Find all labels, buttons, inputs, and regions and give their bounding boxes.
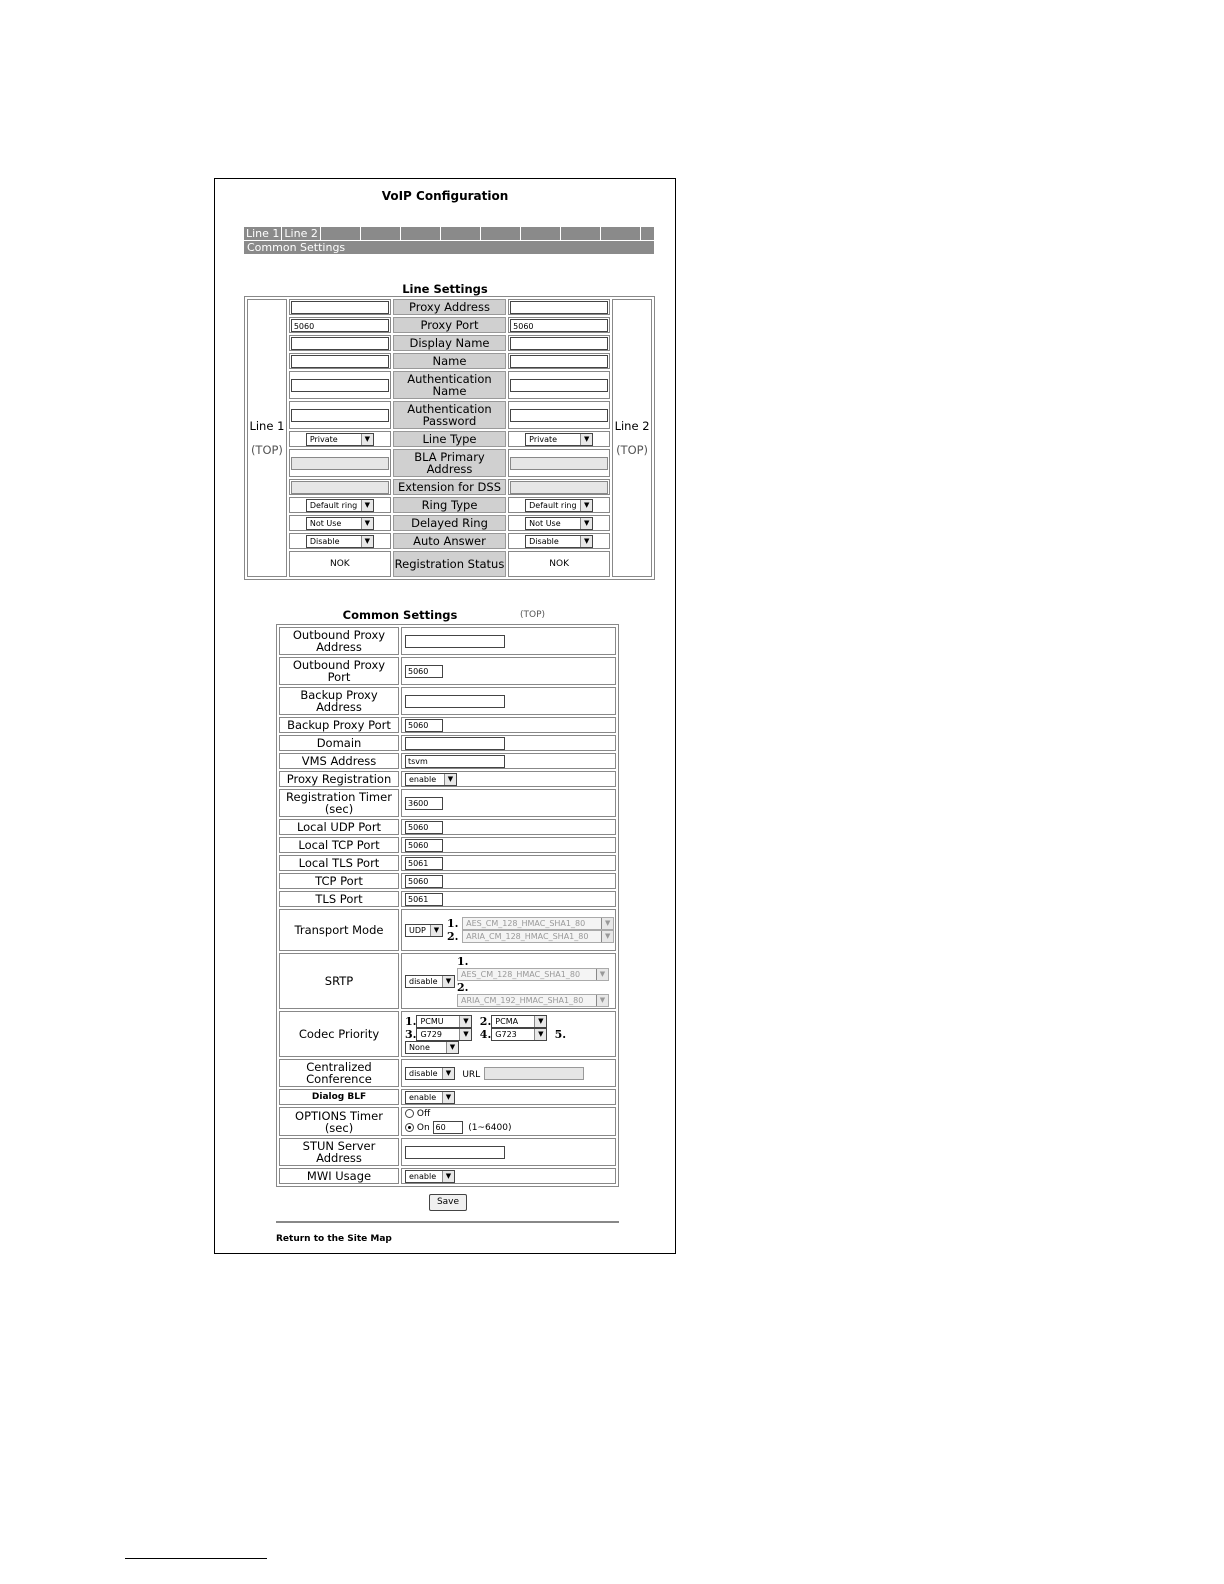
chevron-down-icon: ▼	[442, 1068, 454, 1079]
outbound-proxy-address-input[interactable]	[405, 635, 505, 648]
line-1-value-cell	[289, 449, 391, 477]
line-1-text-input[interactable]	[291, 409, 389, 422]
line-1-value-cell	[289, 371, 391, 399]
label: Backup Proxy Address	[279, 687, 399, 715]
line-1-value-cell	[289, 317, 391, 333]
line-2-text-input[interactable]	[510, 379, 608, 392]
centralized-conference-select[interactable]: disable ▼	[405, 1067, 455, 1080]
row-domain	[279, 735, 616, 751]
line-2-select[interactable]: Not Use ▼	[525, 517, 593, 530]
line-setting-row	[247, 449, 652, 477]
tab-empty	[601, 227, 641, 240]
option-number: 2.	[447, 930, 459, 943]
chevron-down-icon: ▼	[601, 931, 613, 942]
divider	[276, 1221, 619, 1223]
row-codec-priority	[279, 1011, 616, 1057]
row-local-udp-port	[279, 819, 616, 835]
line-2-value-cell	[508, 353, 610, 369]
line-1-value-cell	[289, 515, 391, 531]
line-2-text-input[interactable]: 5060	[510, 319, 608, 332]
line-setting-row	[247, 335, 652, 351]
line-2-value-cell	[508, 317, 610, 333]
label: TLS Port	[279, 891, 399, 907]
chevron-down-icon: ▼	[580, 518, 592, 529]
line-setting-row	[247, 515, 652, 531]
label: VMS Address	[279, 753, 399, 769]
label: Proxy Registration	[279, 771, 399, 787]
line-1-text-input[interactable]	[291, 355, 389, 368]
label: STUN Server Address	[279, 1138, 399, 1166]
chevron-down-icon: ▼	[596, 969, 608, 980]
line-2-disabled-input	[510, 457, 608, 470]
row-tcp-port	[279, 873, 616, 889]
tab-empty	[521, 227, 561, 240]
chevron-down-icon: ▼	[361, 518, 373, 529]
row-options-timer	[279, 1107, 616, 1136]
row-local-tls-port	[279, 855, 616, 871]
line-2-value-cell	[508, 431, 610, 447]
label: Centralized Conference	[279, 1059, 399, 1087]
line-2-value-cell	[508, 335, 610, 351]
row-local-tcp-port	[279, 837, 616, 853]
conference-url-input	[484, 1067, 584, 1080]
range-hint: (1~6400)	[468, 1123, 512, 1133]
chevron-down-icon: ▼	[580, 500, 592, 511]
line-setting-label: Proxy Address	[393, 299, 506, 315]
row-registration-timer	[279, 789, 616, 817]
chevron-down-icon: ▼	[442, 1171, 454, 1182]
line-setting-label: BLA Primary Address	[393, 449, 506, 477]
voip-config-panel	[214, 178, 676, 1254]
tab-empty	[481, 227, 521, 240]
chevron-down-icon: ▼	[430, 925, 442, 936]
line-setting-row	[247, 497, 652, 513]
label: Registration Timer (sec)	[279, 789, 399, 817]
line-2-select[interactable]: Disable ▼	[525, 535, 593, 548]
chevron-down-icon: ▼	[601, 918, 613, 929]
line-1-label: Line 1	[249, 419, 285, 433]
tab-empty	[441, 227, 481, 240]
label: Outbound Proxy Port	[279, 657, 399, 685]
line-setting-row	[247, 431, 652, 447]
line-setting-label: Proxy Port	[393, 317, 506, 333]
vms-address-input[interactable]: tsvm	[405, 755, 505, 768]
line-1-text-input[interactable]: 5060	[291, 319, 389, 332]
codec-number: 5.	[554, 1027, 567, 1041]
line-setting-row	[247, 299, 652, 315]
line-setting-label: Name	[393, 353, 506, 369]
label: Backup Proxy Port	[279, 717, 399, 733]
line-setting-label: Ring Type	[393, 497, 506, 513]
common-settings-table	[276, 624, 619, 1187]
line-2-value-cell	[508, 497, 610, 513]
chevron-down-icon: ▼	[442, 976, 454, 987]
line-1-value-cell	[289, 497, 391, 513]
options-timer-on-radio[interactable]	[405, 1123, 414, 1132]
registration-timer-input[interactable]: 3600	[405, 797, 443, 810]
tab-line-2[interactable]: Line 2	[282, 227, 320, 240]
codec-number: 1.	[405, 1014, 417, 1028]
tab-empty	[561, 227, 601, 240]
row-vms-address	[279, 753, 616, 769]
line-setting-row	[247, 371, 652, 399]
local-tls-port-input[interactable]: 5061	[405, 857, 443, 870]
row-backup-proxy-port	[279, 717, 616, 733]
line-1-value-cell	[289, 335, 391, 351]
line-settings-title: Line Settings	[402, 282, 488, 296]
line-1-header	[247, 299, 287, 577]
line-2-value-cell	[508, 401, 610, 429]
transport-mode-select[interactable]: UDP ▼	[405, 924, 443, 937]
mwi-usage-select[interactable]: enable ▼	[405, 1170, 455, 1183]
transport-cipher-2-select: ARIA_CM_128_HMAC_SHA1_80 ▼	[462, 930, 614, 943]
page-title: VoIP Configuration	[381, 189, 509, 203]
line-1-value-cell	[289, 533, 391, 549]
label: Outbound Proxy Address	[279, 627, 399, 655]
label: OPTIONS Timer (sec)	[279, 1107, 399, 1136]
line-tab-bar	[244, 227, 654, 240]
chevron-down-icon: ▼	[580, 536, 592, 547]
line-1-value-cell	[289, 401, 391, 429]
label: Local TLS Port	[279, 855, 399, 871]
line-setting-row	[247, 479, 652, 495]
line-setting-row	[247, 533, 652, 549]
chevron-down-icon: ▼	[442, 1092, 454, 1103]
line-1-select[interactable]: Not Use ▼	[306, 517, 374, 530]
row-srtp	[279, 953, 616, 1009]
url-label: URL	[462, 1070, 481, 1080]
local-udp-port-input[interactable]: 5060	[405, 821, 443, 834]
row-outbound-proxy-port	[279, 657, 616, 685]
line-1-value-cell	[289, 299, 391, 315]
label: SRTP	[279, 953, 399, 1009]
codec-5-select[interactable]: None ▼	[405, 1041, 459, 1054]
chevron-down-icon: ▼	[459, 1029, 471, 1040]
line-1-text-input[interactable]	[291, 301, 389, 314]
option-number: 2.	[457, 981, 469, 994]
line-1-value-cell	[289, 479, 391, 495]
label: Dialog BLF	[279, 1089, 399, 1105]
common-top-link[interactable]: (TOP)	[520, 610, 546, 620]
line-setting-row	[247, 317, 652, 333]
option-number: 1.	[447, 917, 459, 930]
line-2-disabled-input	[510, 481, 608, 494]
off-label: Off	[416, 1109, 431, 1119]
srtp-select[interactable]: disable ▼	[405, 975, 455, 988]
line-setting-label: Auto Answer	[393, 533, 506, 549]
common-settings-title: Common Settings	[342, 608, 458, 622]
line-setting-label: Line Type	[393, 431, 506, 447]
tab-common-settings[interactable]: Common Settings	[244, 241, 654, 254]
chevron-down-icon: ▼	[580, 434, 592, 445]
chevron-down-icon: ▼	[444, 774, 456, 785]
tls-port-input[interactable]: 5061	[405, 893, 443, 906]
dialog-blf-select[interactable]: enable ▼	[405, 1091, 455, 1104]
codec-3-select[interactable]: G729 ▼	[416, 1028, 472, 1041]
line-1-disabled-input	[291, 481, 389, 494]
line-setting-label: Delayed Ring	[393, 515, 506, 531]
line-setting-row	[247, 401, 652, 429]
line-1-top-link[interactable]: (TOP)	[250, 443, 283, 457]
line-1-select[interactable]: Disable ▼	[306, 535, 374, 548]
line-1-disabled-input	[291, 457, 389, 470]
line-1-registration-status: NOK	[329, 559, 350, 569]
codec-4-select[interactable]: G723 ▼	[491, 1028, 547, 1041]
line-1-value-cell	[289, 551, 391, 577]
tab-empty	[401, 227, 441, 240]
row-outbound-proxy-address	[279, 627, 616, 655]
label: TCP Port	[279, 873, 399, 889]
line-1-text-input[interactable]	[291, 379, 389, 392]
label: MWI Usage	[279, 1168, 399, 1184]
domain-input[interactable]	[405, 737, 505, 750]
return-site-map-link[interactable]: Return to the Site Map	[276, 1234, 392, 1244]
line-2-value-cell	[508, 533, 610, 549]
line-2-text-input[interactable]	[510, 409, 608, 422]
row-tls-port	[279, 891, 616, 907]
row-centralized-conference	[279, 1059, 616, 1087]
stun-server-address-input[interactable]	[405, 1146, 505, 1159]
line-setting-label: Registration Status	[393, 551, 506, 577]
line-2-value-cell	[508, 299, 610, 315]
chevron-down-icon: ▼	[459, 1016, 471, 1027]
line-setting-row	[247, 551, 652, 577]
line-setting-label: Extension for DSS	[393, 479, 506, 495]
line-1-select[interactable]: Default ring ▼	[306, 499, 374, 512]
line-2-registration-status: NOK	[549, 559, 569, 569]
srtp-cipher-2-select: ARIA_CM_192_HMAC_SHA1_80 ▼	[457, 994, 609, 1007]
line-setting-label: Display Name	[393, 335, 506, 351]
options-timer-off-radio[interactable]	[405, 1109, 414, 1118]
line-setting-row	[247, 353, 652, 369]
line-1-text-input[interactable]	[291, 337, 389, 350]
line-2-select[interactable]: Private ▼	[525, 433, 593, 446]
line-2-label: Line 2	[614, 419, 650, 433]
chevron-down-icon: ▼	[596, 995, 608, 1006]
tcp-port-input[interactable]: 5060	[405, 875, 443, 888]
line-1-select[interactable]: Private ▼	[306, 433, 374, 446]
proxy-registration-select[interactable]: enable ▼	[405, 773, 457, 786]
chevron-down-icon: ▼	[534, 1029, 546, 1040]
line-2-select[interactable]: Default ring ▼	[525, 499, 593, 512]
label: Domain	[279, 735, 399, 751]
chevron-down-icon: ▼	[361, 434, 373, 445]
on-label: On	[416, 1123, 430, 1133]
tab-empty	[321, 227, 361, 240]
chevron-down-icon: ▼	[361, 536, 373, 547]
codec-2-select[interactable]: PCMA ▼	[491, 1015, 547, 1028]
row-stun-server-address	[279, 1138, 616, 1166]
codec-1-select[interactable]: PCMU ▼	[416, 1015, 472, 1028]
transport-cipher-1-select: AES_CM_128_HMAC_SHA1_80 ▼	[462, 917, 614, 930]
line-2-text-input[interactable]	[510, 355, 608, 368]
options-timer-input[interactable]: 60	[433, 1121, 463, 1134]
line-settings-table	[244, 296, 655, 580]
line-2-value-cell	[508, 551, 610, 577]
backup-proxy-port-input[interactable]: 5060	[405, 719, 443, 732]
srtp-cipher-1-select: AES_CM_128_HMAC_SHA1_80 ▼	[457, 968, 609, 981]
row-proxy-registration	[279, 771, 616, 787]
line-2-value-cell	[508, 515, 610, 531]
row-dialog-blf	[279, 1089, 616, 1105]
tab-line-1[interactable]: Line 1	[244, 227, 282, 240]
chevron-down-icon: ▼	[361, 500, 373, 511]
line-2-text-input[interactable]	[510, 301, 608, 314]
line-2-header	[612, 299, 652, 577]
label: Codec Priority	[279, 1011, 399, 1057]
line-setting-label: Authentication Password	[393, 401, 506, 429]
line-2-value-cell	[508, 371, 610, 399]
line-2-text-input[interactable]	[510, 337, 608, 350]
label: Transport Mode	[279, 909, 399, 951]
label: Local TCP Port	[279, 837, 399, 853]
local-tcp-port-input[interactable]: 5060	[405, 839, 443, 852]
codec-number: 3.	[405, 1027, 417, 1041]
label: Local UDP Port	[279, 819, 399, 835]
row-mwi-usage	[279, 1168, 616, 1184]
line-1-value-cell	[289, 353, 391, 369]
line-2-top-link[interactable]: (TOP)	[616, 443, 649, 457]
save-button[interactable]: Save	[429, 1194, 467, 1211]
row-transport-mode	[279, 909, 616, 951]
codec-number: 2.	[479, 1014, 492, 1028]
line-setting-label: Authentication Name	[393, 371, 506, 399]
chevron-down-icon: ▼	[534, 1016, 546, 1027]
footnote-divider	[125, 1558, 267, 1559]
option-number: 1.	[457, 955, 469, 968]
line-2-value-cell	[508, 449, 610, 477]
tab-empty	[361, 227, 401, 240]
line-2-value-cell	[508, 479, 610, 495]
codec-number: 4.	[479, 1027, 492, 1041]
chevron-down-icon: ▼	[446, 1042, 458, 1053]
outbound-proxy-port-input[interactable]: 5060	[405, 665, 443, 678]
backup-proxy-address-input[interactable]	[405, 695, 505, 708]
row-backup-proxy-address	[279, 687, 616, 715]
line-1-value-cell	[289, 431, 391, 447]
